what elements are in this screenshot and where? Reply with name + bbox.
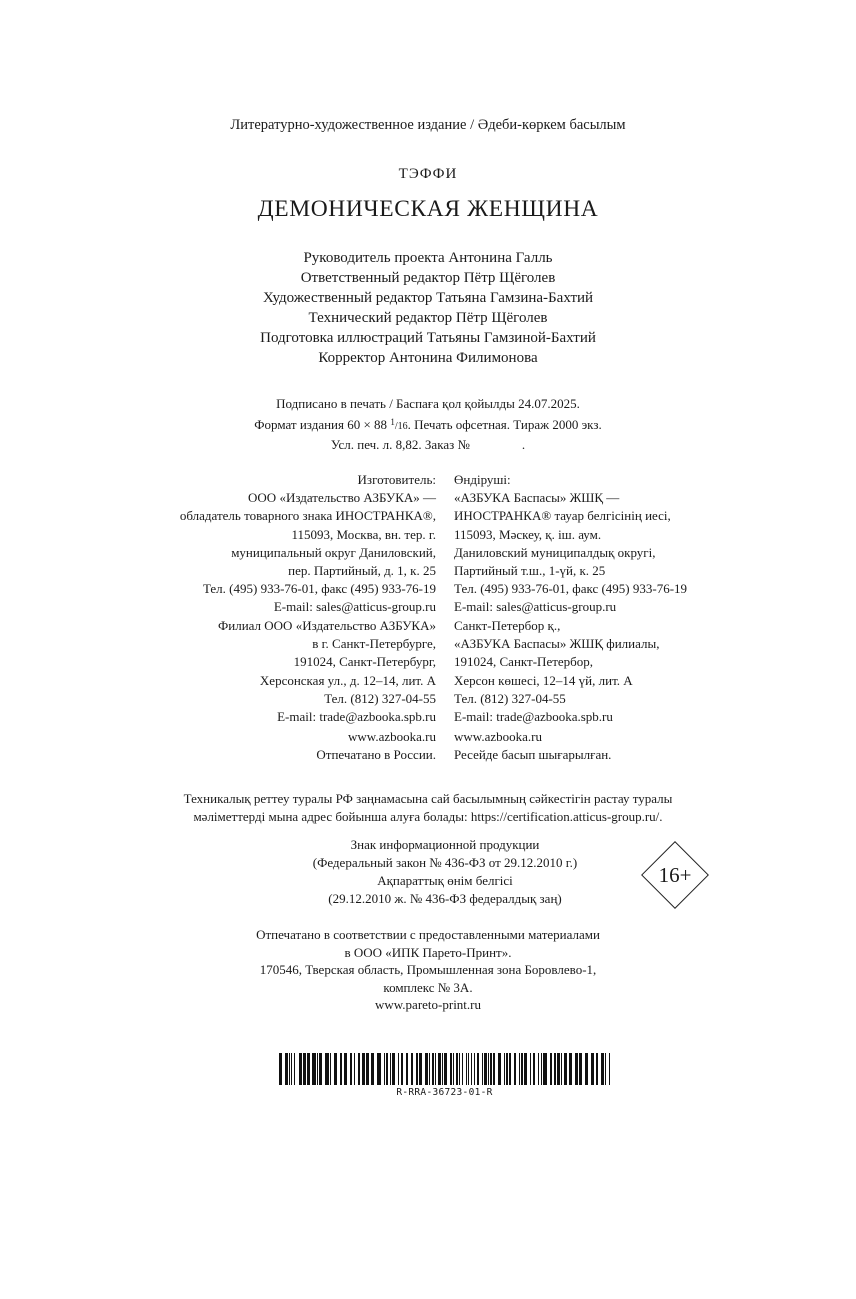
manufacturer-ru-line: обладатель товарного знака ИНОСТРАНКА®, xyxy=(179,508,436,524)
genre-line: Литературно-художественное издание / Әдеби-көркем басылым xyxy=(230,117,626,133)
manufacturer-ru-line: 115093, Москва, вн. тер. г. xyxy=(291,526,436,542)
manufacturer-kz-line: ИНОСТРАНКА® тауар белгісінің иесі, xyxy=(454,508,671,524)
branch-ru-line: 191024, Санкт-Петербург, xyxy=(293,654,436,670)
manufacturer-kz xyxy=(454,471,687,617)
printer-line: Отпечатано в соответствии с предоставленными материалами xyxy=(256,927,600,942)
format-prefix: Формат издания 60 × 88 xyxy=(254,417,391,432)
branch-ru-line: Филиал ООО «Издательство АЗБУКА» xyxy=(217,618,436,633)
age-rating-text: 16+ xyxy=(658,862,692,887)
footer-ru xyxy=(316,728,436,764)
branch-ru-line: Херсонская ул., д. 12–14, лит. А xyxy=(259,672,436,688)
barcode-bars-icon xyxy=(279,1053,610,1085)
age-rating-badge xyxy=(641,841,709,909)
printer-line: комплекс № 3А. xyxy=(383,979,473,995)
signed-date-line: Подписано в печать / Баспаға қол қойылды 24.07.2025. xyxy=(276,396,580,411)
manufacturer-ru-line: пер. Партийный, д. 1, к. 25 xyxy=(288,562,436,578)
print-details xyxy=(0,395,856,454)
certification-note xyxy=(0,790,856,826)
format-fraction-num: 1 xyxy=(390,417,395,427)
manufacturer-ru-line: муниципальный округ Даниловский, xyxy=(231,544,436,560)
format-suffix: . Печать офсетная. Тираж 2000 экз. xyxy=(407,417,602,432)
printer-line: в ООО «ИПК Парето-Принт». xyxy=(344,944,512,960)
credit-line: Подготовка иллюстраций Татьяны Гамзиной-Бахтий xyxy=(260,330,596,346)
website-link[interactable]: www.azbooka.ru xyxy=(454,729,542,744)
branch-kz-line: 191024, Санкт-Петербор, xyxy=(454,654,594,670)
footer-kz xyxy=(454,728,611,764)
branch-kz-line: Санкт-Петербор қ., xyxy=(454,618,561,633)
branch-kz-line: Херсон көшесі, 12–14 үй, лит. А xyxy=(454,672,633,688)
format-fraction-den: /16 xyxy=(394,421,408,432)
manufacturer-ru-line: E-mail: sales@atticus-group.ru xyxy=(273,599,436,615)
printer-info xyxy=(0,926,856,1014)
author-name: ТЭФФИ xyxy=(398,166,458,182)
credit-line: Художественный редактор Татьяна Гамзина-Бахтий xyxy=(262,290,594,306)
manufacturer-ru-line: Изготовитель: xyxy=(357,472,436,487)
manufacturer-ru xyxy=(180,471,436,617)
info-sign-line: (29.12.2010 ж. № 436-ФЗ федералдық заң) xyxy=(328,891,562,906)
info-sign-line: (Федеральный закон № 436-ФЗ от 29.12.2010 г.) xyxy=(312,855,578,870)
manufacturer-kz-line: Даниловский муниципалдық округі, xyxy=(454,544,656,560)
printed-in-note: Отпечатано в России. xyxy=(316,747,436,763)
info-sign-line: Ақпараттық өнім белгісі xyxy=(377,873,513,888)
printed-in-note: Ресейде басып шығарылған. xyxy=(454,747,612,763)
credit-line: Руководитель проекта Антонина Галль xyxy=(303,250,553,266)
certification-line: мәліметтерді мына адрес бойынша алуға болады: https://certification.atticus-group.ru/. xyxy=(193,809,663,824)
certification-line: Техникалық реттеу туралы РФ заңнамасына сай басылымның сәйкестігін растау туралы xyxy=(183,791,673,806)
printer-line: www.pareto-print.ru xyxy=(374,997,481,1012)
order-line: Усл. печ. л. 8,82. Заказ № . xyxy=(330,437,526,452)
manufacturer-kz-line: Партийный т.ш., 1-үй, к. 25 xyxy=(454,562,606,578)
credit-line: Ответственный редактор Пётр Щёголев xyxy=(300,270,556,286)
manufacturer-kz-line: Өндіруші: xyxy=(454,472,511,487)
barcode xyxy=(279,1053,610,1099)
branch-ru xyxy=(218,617,436,726)
manufacturer-kz-line: 115093, Мәскеу, қ. іш. аум. xyxy=(454,526,602,542)
manufacturer-kz-line: E-mail: sales@atticus-group.ru xyxy=(454,599,617,615)
branch-kz-line: E-mail: trade@azbooka.spb.ru xyxy=(454,708,613,724)
manufacturer-ru-line: Тел. (495) 933-76-01, факс (495) 933-76-19 xyxy=(202,581,436,597)
book-title: ДЕМОНИЧЕСКАЯ ЖЕНЩИНА xyxy=(257,196,599,222)
branch-kz xyxy=(454,617,659,726)
manufacturer-ru-line: ООО «Издательство АЗБУКА» — xyxy=(248,490,436,506)
branch-ru-line: Тел. (812) 327-04-55 xyxy=(324,690,436,706)
info-sign-line: Знак информационной продукции xyxy=(350,837,540,852)
website-link[interactable]: www.azbooka.ru xyxy=(348,729,436,744)
branch-ru-line: E-mail: trade@azbooka.spb.ru xyxy=(277,708,436,724)
branch-ru-line: в г. Санкт-Петербурге, xyxy=(312,636,436,652)
info-sign-block xyxy=(0,836,856,908)
credit-line: Технический редактор Пётр Щёголев xyxy=(308,310,548,326)
barcode-code: R-RRA-36723-01-R xyxy=(396,1087,493,1098)
branch-kz-line: Тел. (812) 327-04-55 xyxy=(454,690,566,706)
branch-kz-line: «АЗБУКА Баспасы» ЖШҚ филиалы, xyxy=(454,636,660,652)
manufacturer-kz-line: Тел. (495) 933-76-01, факс (495) 933-76-19 xyxy=(454,581,688,597)
credit-line: Корректор Антонина Филимонова xyxy=(318,350,538,366)
format-line xyxy=(0,413,856,436)
printer-line: 170546, Тверская область, Промышленная зона Боровлево-1, xyxy=(259,962,597,977)
credits-block xyxy=(0,248,856,368)
manufacturer-kz-line: «АЗБУКА Баспасы» ЖШҚ — xyxy=(454,490,620,506)
